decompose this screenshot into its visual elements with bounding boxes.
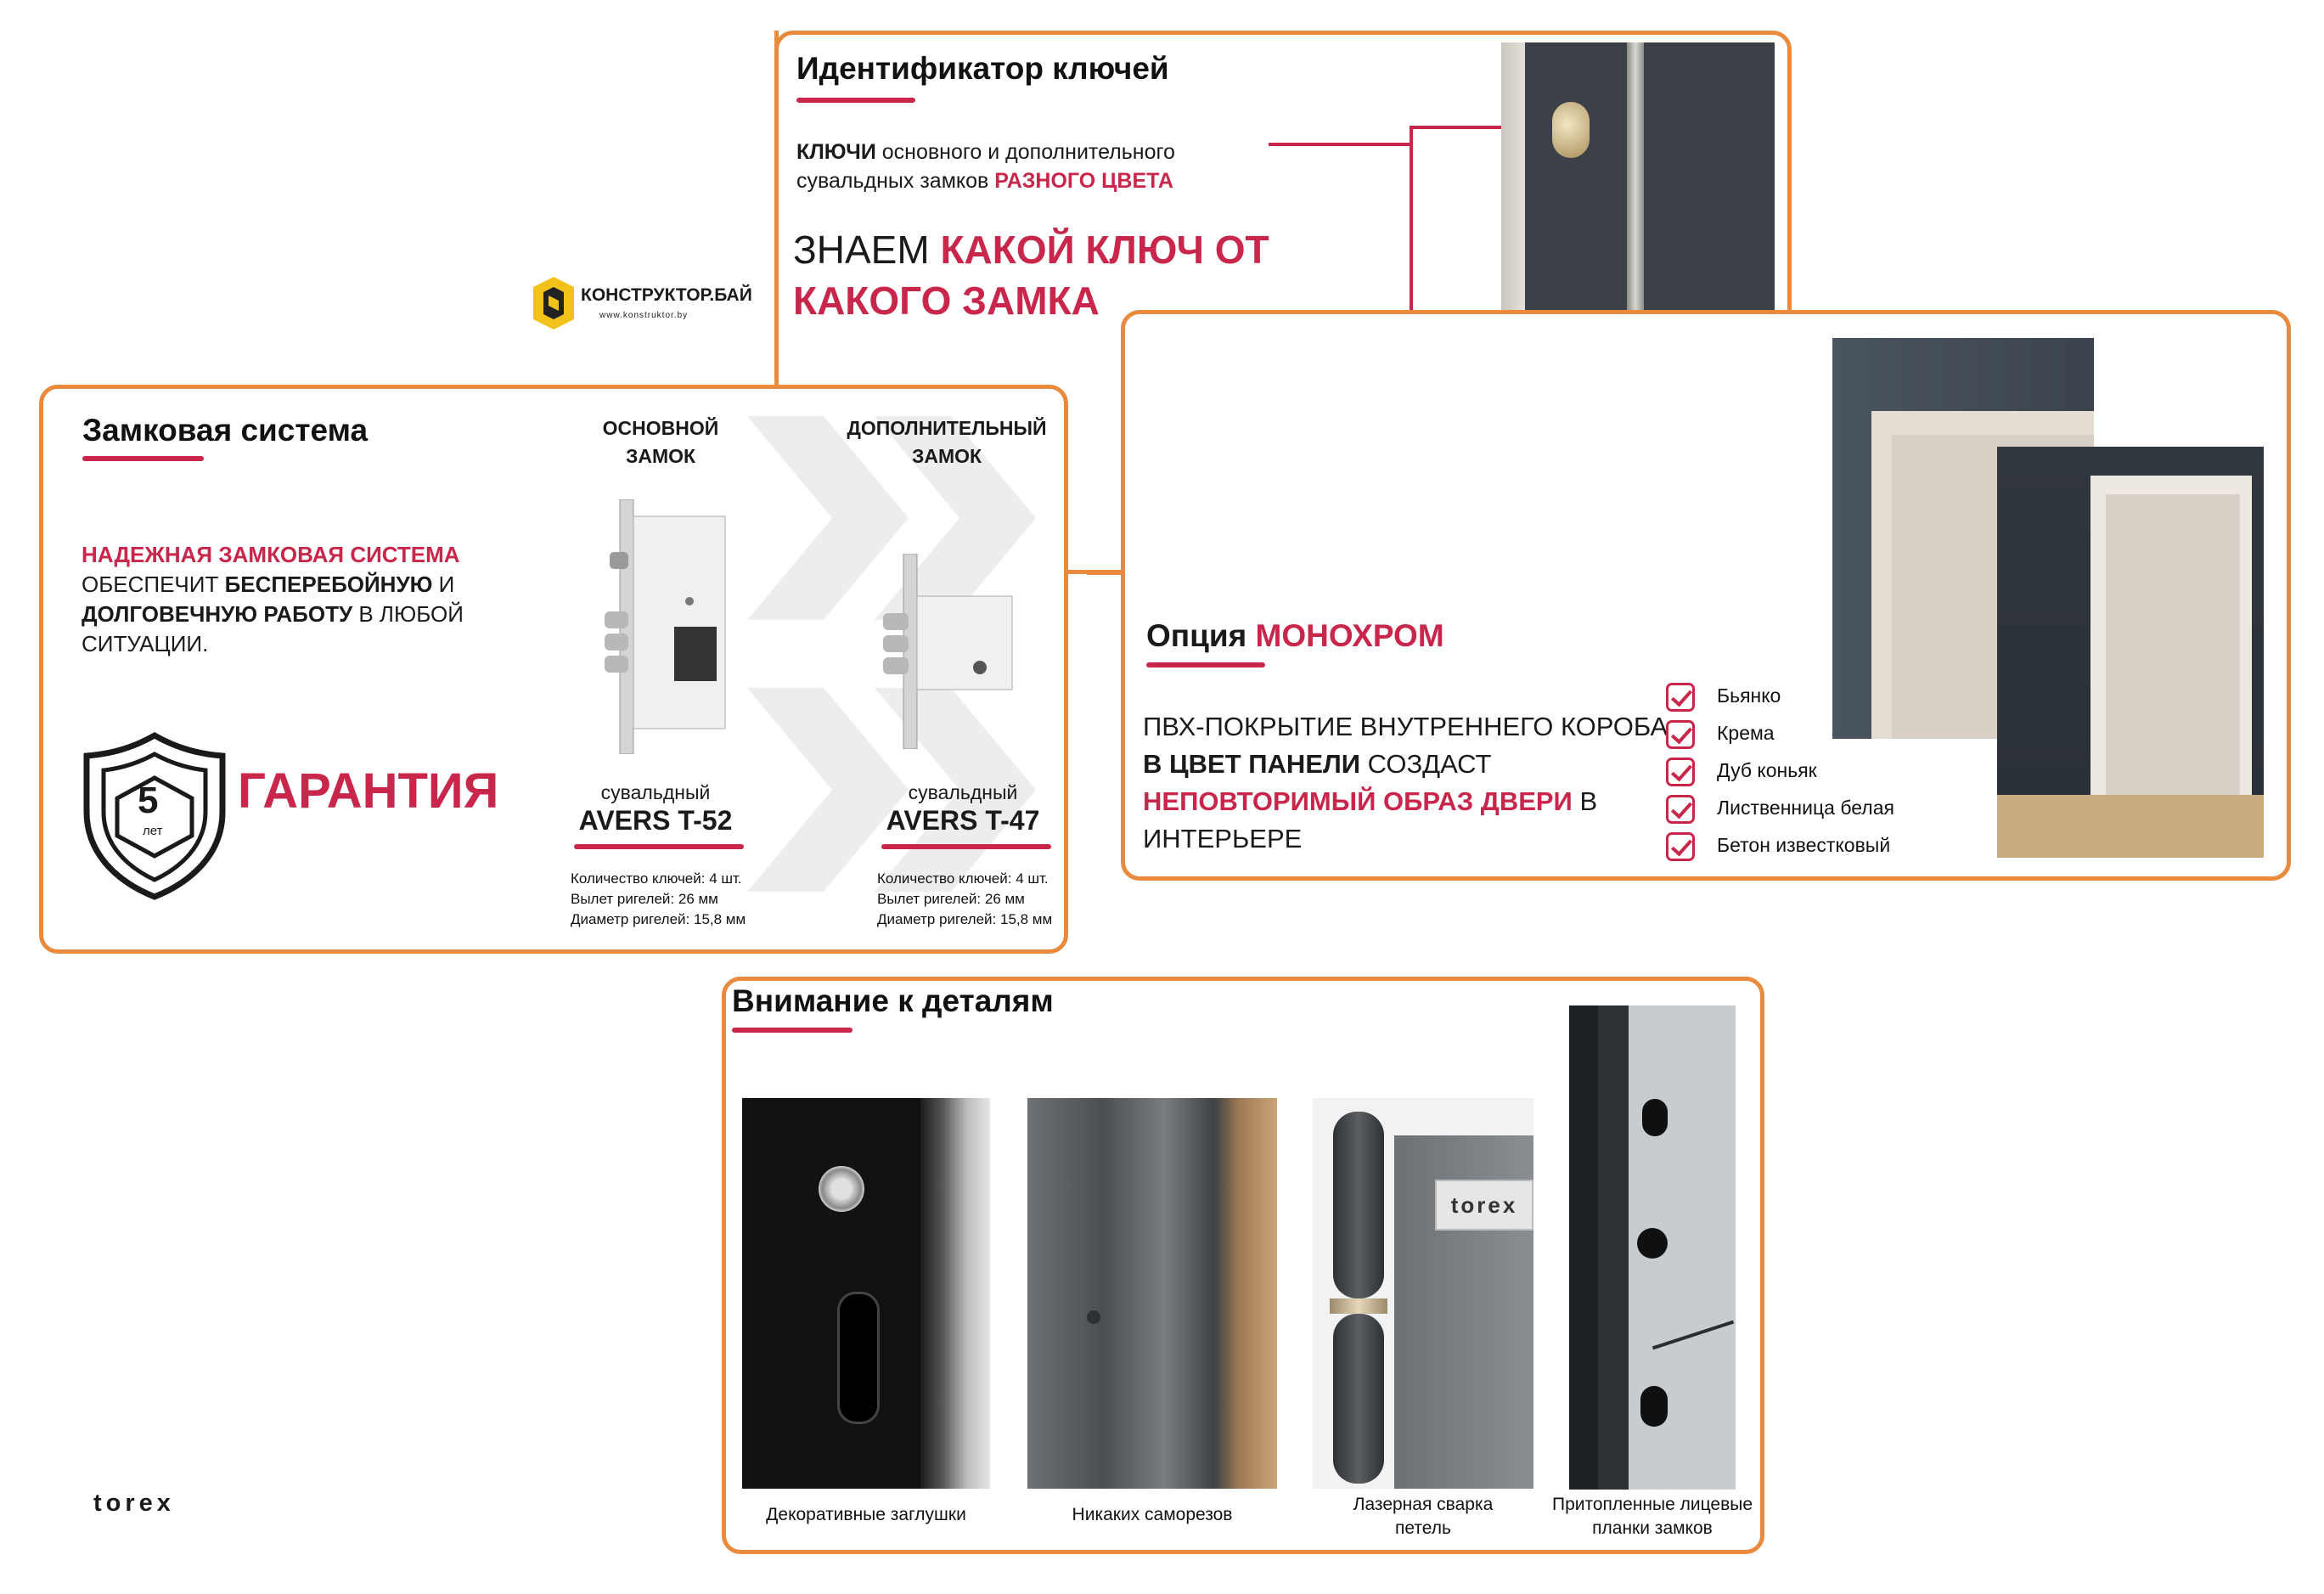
- lock-2-spec-3: Диаметр ригелей: 15,8 мм: [877, 911, 1053, 927]
- plug-slot: [837, 1292, 880, 1424]
- mono-desc-2: В ЦВЕТ ПАНЕЛИ: [1143, 749, 1361, 779]
- check-icon: [1666, 720, 1695, 749]
- konstruktor-logo-mark: [528, 277, 577, 330]
- lock-2-heading-2: ЗАМОК: [911, 445, 982, 467]
- lock-1-heading: [593, 414, 729, 470]
- mono-title: [1146, 618, 1444, 654]
- lock-1-model: AVERS T-52: [578, 805, 733, 836]
- detail-caption-2: [1027, 1505, 1277, 1525]
- panel-groove: [1652, 1321, 1734, 1350]
- detail-caption-4-line1: Притопленные лицевые: [1551, 1495, 1753, 1514]
- plug-cylinder: [819, 1166, 864, 1212]
- lock-2-mortise-image: [880, 554, 1016, 749]
- mono-desc-3: СОЗДАСТ: [1360, 749, 1492, 779]
- torex-nameplate-text: torex: [1450, 1192, 1518, 1218]
- check-icon: [1666, 832, 1695, 861]
- lock-cylinder-1: [1642, 1099, 1668, 1136]
- detail-caption-3: [1313, 1493, 1533, 1540]
- lock-2-spec-1: Количество ключей: 4 шт.: [877, 870, 1049, 887]
- lock-1-specs: [571, 869, 746, 930]
- detail-caption-1-line1: Декоративные заглушки: [766, 1505, 966, 1524]
- detail-caption-4: [1544, 1493, 1761, 1540]
- detail-photo-no-screws: [1027, 1098, 1277, 1489]
- hinge-lower: [1333, 1314, 1384, 1484]
- mono-description: [1143, 708, 1668, 858]
- lock-1-spec-3: Диаметр ригелей: 15,8 мм: [571, 911, 746, 927]
- keys-desc-red: РАЗНОГО ЦВЕТА: [994, 169, 1173, 193]
- room-door-leaf-2: [2106, 494, 2240, 832]
- detail-caption-4-line2: планки замков: [1592, 1518, 1713, 1538]
- detail-photo-plugs: [742, 1098, 990, 1489]
- color-option: Дуб коньяк: [1717, 759, 1817, 781]
- room-photo-front: [1997, 447, 2264, 858]
- mono-desc-1: ПВХ-ПОКРЫТИЕ ВНУТРЕННЕГО КОРОБА: [1143, 712, 1668, 741]
- keys-headline-red-1: КАКОЙ КЛЮЧ ОТ: [940, 228, 1269, 272]
- lock-cylinder-2: [1637, 1228, 1668, 1259]
- mono-desc-6: ИНТЕРЬЕРЕ: [1143, 824, 1303, 853]
- torex-nameplate: [1435, 1180, 1533, 1231]
- lock-desc-red: НАДЕЖНАЯ ЗАМКОВАЯ СИСТЕМА: [82, 542, 460, 567]
- warranty-unit: лет: [143, 824, 163, 838]
- lock-title-underline: [82, 456, 204, 461]
- lock-1-mortise-image: [601, 499, 729, 754]
- lock-2-specs: [877, 869, 1052, 930]
- room-floor: [1997, 795, 2264, 858]
- keys-title-underline: [796, 98, 915, 103]
- details-panel-title: Внимание к деталям: [732, 983, 1054, 1018]
- mono-title-red: МОНОХРОМ: [1255, 618, 1444, 653]
- color-option: Бьянко: [1717, 684, 1781, 707]
- color-option: Крема: [1717, 722, 1775, 744]
- lock-panel-title: Замковая система: [82, 413, 369, 448]
- strip-dark-edge: [1569, 1005, 1598, 1490]
- konstruktor-logo-url: www.konstruktor.by: [599, 311, 689, 320]
- lock-1-underline: [574, 844, 744, 849]
- details-title-underline: [732, 1028, 853, 1033]
- lock-2-heading-1: ДОПОЛНИТЕЛЬНЫЙ: [847, 417, 1047, 439]
- keys-headline-red-2: КАКОГО ЗАМКА: [793, 279, 1100, 323]
- check-icon: [1666, 683, 1695, 712]
- keys-headline-plain: ЗНАЕМ: [793, 228, 941, 272]
- lock-2-model: AVERS T-47: [886, 805, 1040, 836]
- konstruktor-logo: [528, 273, 752, 333]
- lock-1-type: сувальдный: [600, 781, 711, 803]
- strip-face-plate: [1598, 1005, 1629, 1490]
- cylinder-top: [1552, 102, 1590, 158]
- keys-desc-mid: основного и дополнительного сувальдных замков: [796, 140, 1175, 193]
- plug-frame-edge: [920, 1098, 990, 1489]
- lock-desc-6: В ЛЮБОЙ СИТУАЦИИ.: [82, 601, 464, 656]
- color-option: Бетон известковый: [1717, 834, 1891, 856]
- detail-photo-lock-strips: [1569, 1005, 1736, 1490]
- lock-desc-3: БЕСПЕРЕБОЙНУЮ: [224, 572, 433, 597]
- keys-description: [796, 138, 1238, 195]
- lock-1-spec-1: Количество ключей: 4 шт.: [571, 870, 742, 887]
- warranty-label: ГАРАНТИЯ: [238, 763, 499, 819]
- lock-2-type: сувальдный: [908, 781, 1018, 803]
- lock-2-spec-2: Вылет ригелей: 26 мм: [877, 891, 1025, 907]
- mono-title-plain: Опция: [1146, 618, 1256, 653]
- torex-footer-logo: torex: [93, 1490, 175, 1517]
- detail-caption-3-line2: петель: [1395, 1518, 1451, 1538]
- lock-desc-4: И: [432, 572, 455, 597]
- detail-caption-2-line1: Никаких саморезов: [1072, 1505, 1233, 1524]
- lock-2-heading: [841, 414, 1053, 470]
- lock-2-underline: [881, 844, 1051, 849]
- mono-title-underline: [1146, 662, 1265, 667]
- lock-description: [82, 540, 481, 659]
- detail-photo-hinges: [1313, 1098, 1533, 1489]
- check-icon: [1666, 758, 1695, 786]
- hidden-screw-dot: [1087, 1310, 1100, 1324]
- lock-1-heading-2: ЗАМОК: [625, 445, 696, 467]
- hinge-ring: [1330, 1298, 1387, 1314]
- color-option: Лиственница белая: [1717, 797, 1894, 819]
- warranty-years: 5: [138, 780, 159, 821]
- mono-desc-5: В: [1572, 786, 1598, 816]
- lock-desc-2: ОБЕСПЕЧИТ: [82, 572, 225, 597]
- lock-1-spec-2: Вылет ригелей: 26 мм: [571, 891, 718, 907]
- lock-cylinder-3: [1640, 1386, 1668, 1427]
- mono-desc-4: НЕПОВТОРИМЫЙ ОБРАЗ ДВЕРИ: [1143, 786, 1573, 816]
- konstruktor-logo-text: КОНСТРУКТОР.БАЙ: [581, 285, 752, 305]
- hinge-upper: [1333, 1112, 1384, 1298]
- lock-1-heading-1: ОСНОВНОЙ: [602, 417, 719, 439]
- lock-desc-5: ДОЛГОВЕЧНУЮ РАБОТУ: [82, 601, 353, 627]
- detail-caption-1: [742, 1505, 990, 1525]
- keys-desc-bold: КЛЮЧИ: [796, 140, 876, 164]
- keys-panel-title: Идентификатор ключей: [796, 51, 1169, 86]
- check-icon: [1666, 795, 1695, 824]
- detail-caption-3-line1: Лазерная сварка: [1353, 1495, 1494, 1514]
